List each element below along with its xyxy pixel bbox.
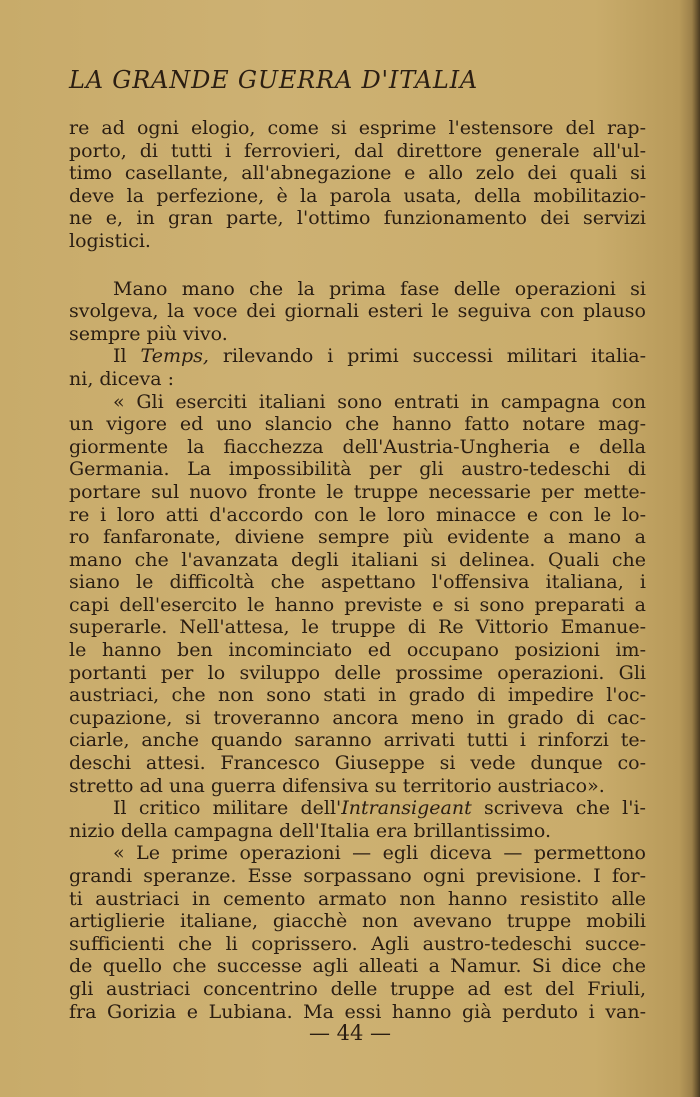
text-line: re ad ogni elogio, come si esprime l'estensore del rap- (69, 117, 646, 139)
text-line: deve la perfezione, è la parola usata, della mobilitazio- (69, 184, 646, 207)
text-line: « Gli eserciti italiani sono entrati in campagna con (113, 390, 646, 413)
text-line: superarle. Nell'attesa, le truppe di Re Vittorio Emanue- (69, 616, 646, 639)
text-line: mano che l'avanzata degli italiani si delinea. Quali che (69, 548, 646, 571)
text-line: porto, di tutti i ferrovieri, dal direttore generale all'ul- (69, 139, 646, 162)
text-line: « Le prime operazioni — egli diceva — permettono (113, 842, 646, 865)
text-line: ni, diceva : (69, 367, 175, 390)
text-line: logistici. (69, 229, 151, 252)
paragraph (69, 345, 646, 390)
text-line: gli austriaci concentrino delle truppe ad est del Friuli, (69, 977, 646, 1000)
text-line: siano le difficoltà che aspettano l'offensiva italiana, i (69, 571, 646, 594)
body-text (69, 117, 646, 1023)
text-line: ro fanfaronate, diviene sempre più evidente a mano a (69, 526, 646, 549)
text-line: ne e, in gran parte, l'ottimo funzionamento dei servizi (69, 207, 646, 230)
running-header: LA GRANDE GUERRA D'ITALIA (69, 66, 478, 94)
text-line: Germania. La impossibilità per gli austro-tedeschi di (69, 458, 646, 481)
paragraph (69, 797, 646, 842)
text-line: portare sul nuovo fronte le truppe necessarie per mette- (69, 480, 646, 503)
text-line: Il critico militare dell'Intransigeant scriveva che l'i- (113, 797, 646, 820)
text-line: de quello che successe agli alleati a Namur. Si dice che (69, 955, 646, 978)
text-line: austriaci, che non sono stati in grado di impedire l'oc- (69, 684, 646, 707)
text-line: deschi attesi. Francesco Giuseppe si vede dunque co- (69, 752, 646, 775)
text-line: sempre più vivo. (69, 322, 228, 345)
text-line: artiglierie italiane, giacchè non avevano truppe mobili (69, 910, 646, 933)
text-line: le hanno ben incominciato ed occupano posizioni im- (69, 639, 646, 662)
text-line: cupazione, si troveranno ancora meno in grado di cac- (69, 706, 646, 729)
newspaper-title: Temps, (140, 345, 209, 368)
text-line: fra Gorizia e Lubiana. Ma essi hanno già perduto i van- (69, 1000, 646, 1023)
paragraph (69, 278, 646, 346)
text-line: sufficienti che li coprissero. Agli austro-tedeschi succe- (69, 932, 646, 955)
paragraph (69, 117, 646, 253)
newspaper-title: Intransigeant (341, 797, 472, 820)
page-number: — 44 — (308, 1021, 392, 1045)
text-line: re i loro atti d'accordo con le loro minacce e con le lo- (69, 503, 646, 526)
text-line: capi dell'esercito le hanno previste e si sono preparati a (69, 593, 646, 616)
text-line: stretto ad una guerra difensiva su territorio austriaco». (69, 774, 605, 797)
text-line: ciarle, anche quando saranno arrivati tutti i rinforzi te- (69, 729, 646, 752)
text-line: ti austriaci in cemento armato non hanno resistito alle (69, 887, 646, 910)
text-line: svolgeva, la voce dei giornali esteri le seguiva con plauso (69, 300, 646, 323)
page-edge (692, 0, 700, 1097)
paragraph (69, 391, 646, 798)
text-line: grandi speranze. Esse sorpassano ogni previsione. I for- (69, 865, 646, 887)
text-line: Il Temps, rilevando i primi successi militari italia- (113, 345, 646, 368)
paragraph (69, 842, 646, 1023)
text-line: timo casellante, all'abnegazione e allo zelo dei quali si (69, 162, 646, 185)
text-line: nizio della campagna dell'Italia era brillantissimo. (69, 819, 552, 842)
text-line: un vigore ed uno slancio che hanno fatto notare mag- (69, 413, 646, 436)
text-line: giormente la fiacchezza dell'Austria-Ungheria e della (69, 435, 646, 458)
text-line: Mano mano che la prima fase delle operazioni si (113, 277, 646, 300)
text-line: portanti per lo sviluppo delle prossime operazioni. Gli (69, 661, 646, 684)
